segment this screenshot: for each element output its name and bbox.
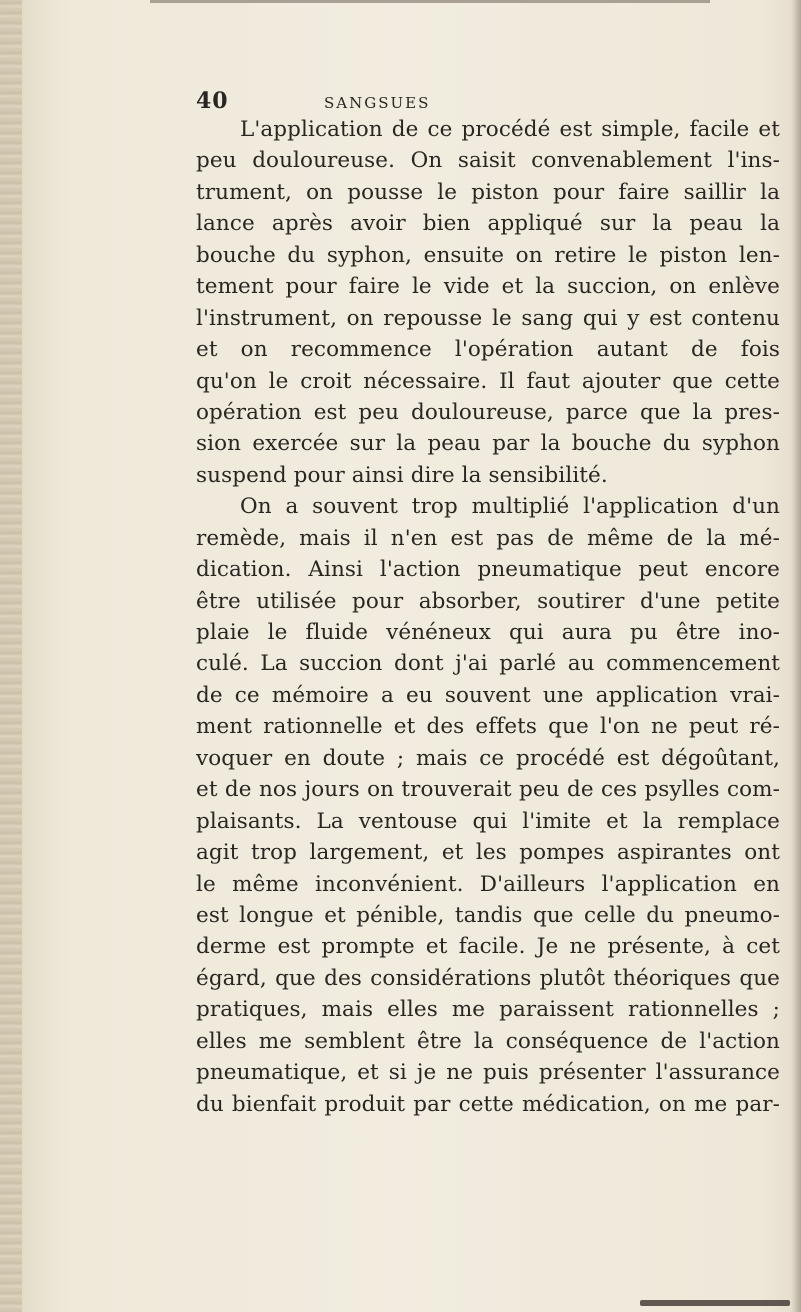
text-line: bouche du syphon, ensuite on retire le piston len- xyxy=(196,242,780,268)
text-line: agit trop largement, et les pompes aspirantes ont xyxy=(196,840,780,866)
text-line: opération est peu douloureuse, parce que la pres- xyxy=(196,399,780,425)
body-text xyxy=(196,114,780,1120)
page-right-edge-shadow xyxy=(791,0,801,1312)
text-line: qu'on le croit nécessaire. Il faut ajouter que cette xyxy=(196,368,780,394)
text-line: remède, mais il n'en est pas de même de la mé- xyxy=(196,525,780,551)
text-line: et on recommence l'opération autant de fois xyxy=(196,337,780,363)
top-edge-rule xyxy=(150,0,710,3)
page-binding-edge xyxy=(0,0,22,1312)
text-line: ment rationnelle et des effets que l'on ne peut ré- xyxy=(196,714,780,740)
page-number: 40 xyxy=(196,88,229,114)
text-line: tement pour faire le vide et la succion, on enlève xyxy=(196,274,780,300)
text-line: du bienfait produit par cette médication, on me par- xyxy=(196,1091,780,1117)
text-line: et de nos jours on trouverait peu de ces psylles com- xyxy=(196,777,780,803)
text-line: l'instrument, on repousse le sang qui y est contenu xyxy=(196,305,780,331)
text-line: L'application de ce procédé est simple, facile et xyxy=(240,117,780,142)
text-line: pratiques, mais elles me paraissent rationnelles ; xyxy=(196,997,780,1023)
text-line: On a souvent trop multiplié l'application d'un xyxy=(240,494,780,520)
text-line: plaie le fluide vénéneux qui aura pu être ino- xyxy=(196,620,780,645)
text-line: elles me semblent être la conséquence de l'action xyxy=(196,1028,780,1054)
text-line: est longue et pénible, tandis que celle du pneumo- xyxy=(196,902,780,928)
text-line: sion exercée sur la peau par la bouche du syphon xyxy=(196,431,780,457)
running-head: SANGSUES xyxy=(324,94,431,112)
text-line: suspend pour ainsi dire la sensibilité. xyxy=(196,462,608,488)
text-line: voquer en doute ; mais ce procédé est dégoûtant, xyxy=(196,745,780,771)
text-line: lance après avoir bien appliqué sur la peau la xyxy=(196,211,780,237)
text-line: dication. Ainsi l'action pneumatique peut encore xyxy=(196,557,780,583)
text-line: de ce mémoire a eu souvent une application vrai- xyxy=(196,682,780,708)
bottom-edge-rule xyxy=(640,1300,790,1306)
text-line: trument, on pousse le piston pour faire saillir la xyxy=(196,179,780,205)
text-line: culé. La succion dont j'ai parlé au commencement xyxy=(196,651,780,677)
text-line: peu douloureuse. On saisit convenablement l'ins- xyxy=(196,148,780,174)
text-line: derme est prompte et facile. Je ne présente, à cet xyxy=(196,934,780,960)
text-line: être utilisée pour absorber, soutirer d'une petite xyxy=(196,588,780,614)
text-line: plaisants. La ventouse qui l'imite et la remplace xyxy=(196,808,780,834)
text-line: le même inconvénient. D'ailleurs l'application en xyxy=(196,871,780,897)
text-line: égard, que des considérations plutôt théoriques que xyxy=(196,965,780,991)
text-line: pneumatique, et si je ne puis présenter l'assurance xyxy=(196,1060,780,1086)
